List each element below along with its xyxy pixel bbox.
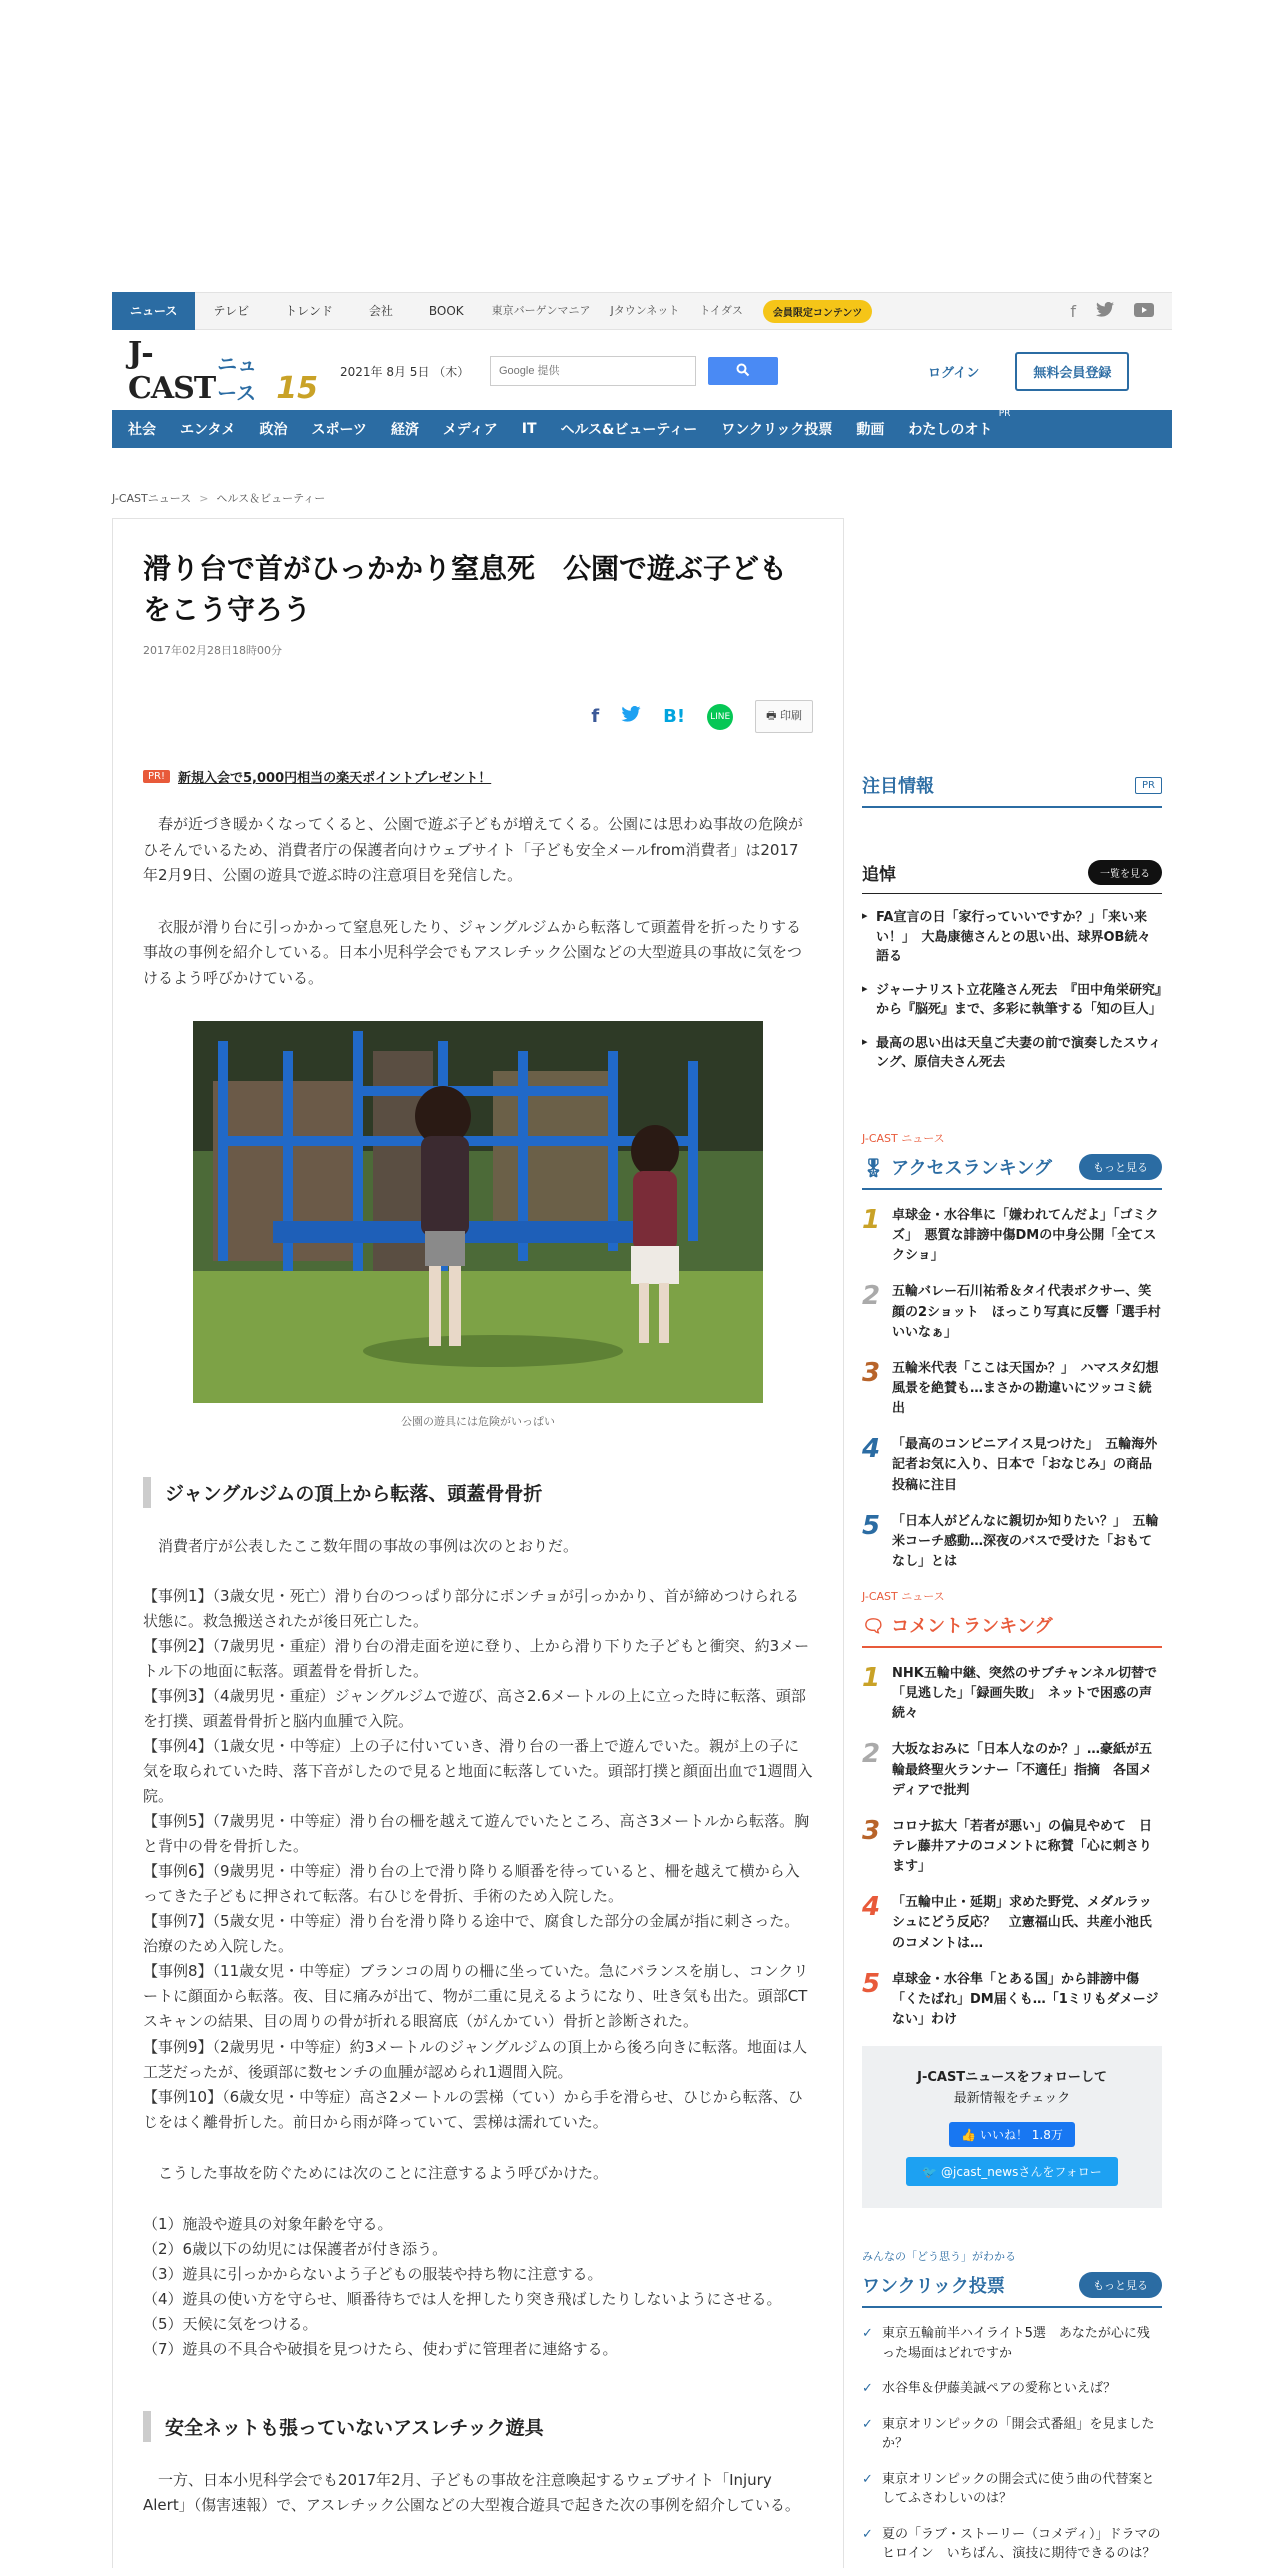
- access-more-button[interactable]: もっと見る: [1079, 1154, 1162, 1180]
- logo-15-years: 15: [276, 371, 318, 406]
- nav-economy[interactable]: 経済: [390, 422, 419, 438]
- ranking-item[interactable]: 2 五輪バレー石川祐希＆タイ代表ボクサー、笑顔の2ショット ほっこり写真に反響「選手村いいなぁ」: [862, 1281, 1161, 1340]
- nav-media[interactable]: メディア: [442, 422, 498, 438]
- vote-item[interactable]: ✓ 東京オリンピックの「開会式番組」を見ましたか？: [862, 2415, 1162, 2454]
- article-photo: [193, 1021, 763, 1403]
- youtube-icon[interactable]: [1134, 302, 1154, 321]
- sidebar-one-click-vote: [862, 2248, 1162, 2564]
- promo-link[interactable]: [143, 767, 813, 786]
- facebook-share-icon[interactable]: f: [591, 706, 600, 728]
- article-subheading-1: ジャングルジムの頂上から転落、頭蓋骨骨折: [143, 1477, 813, 1508]
- ranking-item[interactable]: 1 卓球金・水谷隼に「嫌われてんだよ」「ゴミクズ」 悪質な誹謗中傷DMの中身公開「全てスクショ」: [862, 1205, 1159, 1264]
- sidebar-follow-box: [862, 2046, 1162, 2208]
- line-share-icon[interactable]: LINE: [707, 704, 733, 730]
- topnav-news[interactable]: ニュース: [112, 292, 195, 330]
- case-item: 【事例10】（6歳女児・中等症）高さ2メートルの雲梯（てい）から手を滑らせ、ひじから転落、ひじをはく離骨折した。前日から雨が降っていて、雲梯は濡れていた。: [143, 2087, 803, 2131]
- case-item: 【事例2】（7歳男児・重症）滑り台の滑走面を逆に登り、上から滑り下りた子どもと衝突、約3メートル下の地面に転落。頭蓋骨を骨折した。: [143, 1636, 810, 1680]
- ranking-item[interactable]: 5 「日本人がどんなに親切か知りたい？」 五輪米コーチ感動…深夜のバスで受けた「おもてなし」とは: [862, 1510, 1159, 1569]
- tip-item: （1）施設や遊具の対象年齢を守る。: [143, 2215, 393, 2234]
- sidebar-comment-ranking: [862, 1588, 1162, 2030]
- topnav-toidas[interactable]: トイダス: [699, 304, 743, 317]
- follow-text-1: J-CASTニュースをフォローして: [917, 2070, 1107, 2085]
- ranking-item[interactable]: 2 大坂なおみに「日本人なのか？」…豪紙が五輪最終聖火ランナー「不適任」指摘 各国メディアで批判: [862, 1739, 1153, 1798]
- case-item: 【事例3】（4歳男児・重症）ジャングルジムで遊び、高さ2.6メートルの上に立った時に転落、頭部を打撲、頭蓋骨骨折と脳内血腫で入院。: [143, 1686, 806, 1730]
- tip-item: （2）6歳以下の幼児には保護者が付き添う。: [143, 2240, 448, 2259]
- tip-item: （3）遊具に引っかからないよう子どもの服装や持ち物に注意する。: [143, 2265, 603, 2284]
- article-subheading-2: 安全ネットも張っていないアスレチック遊具: [143, 2411, 813, 2442]
- article-title: 滑り台で首がひっかかり窒息死 公園で遊ぶ子どもをこう守ろう: [143, 552, 788, 626]
- tip-item: （4）遊具の使い方を守らせ、順番待ちでは人を押したり突き飛ばしたりしないようにさせる。: [143, 2290, 782, 2309]
- nav-entertainment[interactable]: エンタメ: [180, 422, 236, 438]
- nav-politics[interactable]: 政治: [259, 422, 288, 438]
- site-logo[interactable]: [128, 336, 318, 406]
- ranking-item[interactable]: 3 コロナ拡大「若者が悪い」の偏見やめて 日テレ藤井アナのコメントに称賛「心に刺さります」: [862, 1815, 1153, 1875]
- obituary-title: 追悼: [862, 865, 896, 885]
- vote-item[interactable]: ✓ 水谷隼＆伊藤美誠ペアの愛称といえば？: [862, 2379, 1162, 2399]
- breadcrumb-category[interactable]: ヘルス＆ビューティー: [216, 492, 326, 505]
- twitter-share-icon[interactable]: [621, 706, 641, 727]
- topnav-jtown[interactable]: Jタウンネット: [610, 304, 680, 317]
- search-input[interactable]: [490, 356, 696, 386]
- hatena-bookmark-icon[interactable]: B!: [663, 706, 686, 728]
- nav-pr-label: PR: [998, 409, 1011, 419]
- vote-kicker: みんなの「どう思う」がわかる: [862, 2250, 1016, 2263]
- sidebar-access-ranking: [862, 1130, 1162, 1572]
- notice-pr-badge: PR: [1135, 777, 1162, 794]
- share-bar: [143, 700, 813, 733]
- promo-badge: PR!: [143, 770, 170, 783]
- article-paragraph-1: 春が近づき暖かくなってくると、公園で遊ぶ子どもが増えてくる。公園には思わぬ事故の危険がひそんでいるため、消費者庁の保護者向けウェブサイト「子ども安全メールfrom消費者」は2017年2月9日、公園の遊具で遊ぶ時の注意項目を発信した。: [143, 815, 804, 885]
- case-list: [143, 1584, 813, 2135]
- vote-item[interactable]: ✓ 東京五輪前半ハイライト5選 あなたが心に残った場面はどれですか: [862, 2324, 1162, 2363]
- topnav-bargain[interactable]: 東京バーゲンマニア: [491, 304, 591, 317]
- ranking-item[interactable]: 4 「最高のコンビニアイス見つけた」 五輪海外記者お気に入り、日本で「おなじみ」の商品投稿に注目: [862, 1434, 1158, 1493]
- article-container: [112, 518, 844, 2568]
- nav-it[interactable]: IT: [521, 421, 537, 437]
- comment-ranking-title: 🗨 コメントランキング: [862, 1616, 1053, 1637]
- search-icon: [736, 363, 750, 377]
- case-item: 【事例4】（1歳女児・中等症）上の子に付いていき、滑り台の一番上で遊んでいた。親が上の子に気を取られていた時、落下音がしたので見ると地面に転落していた。頭部打撲と顔面出血で1週間入院。: [143, 1736, 813, 1806]
- topnav-trend[interactable]: トレンド: [285, 304, 333, 318]
- twitter-icon: 🐦: [922, 2164, 938, 2179]
- sidebar-obituaries: [862, 860, 1162, 1073]
- photo-caption: 公園の遊具には危険がいっぱい: [401, 1415, 555, 1429]
- topnav-company[interactable]: 会社: [368, 304, 393, 318]
- tip-item: （5）天候に気をつける。: [143, 2315, 318, 2334]
- tip-item: （7）遊具の不具合や破損を見つけたら、使わずに管理者に連絡する。: [143, 2340, 618, 2359]
- notice-title: 注目情報: [862, 776, 934, 797]
- access-kicker: J-CAST ニュース: [862, 1132, 945, 1145]
- nav-watashi-no-oto[interactable]: わたしのオト PR: [908, 409, 1011, 438]
- case-item: 【事例7】（5歳女児・中等症）滑り台を滑り降りる途中で、腐食した部分の金属が指に刺さった。治療のため入院した。: [143, 1912, 800, 1956]
- case-item: 【事例8】（11歳女児・中等症）ブランコの周りの柵に坐っていた。急にバランスを崩し、コンクリートに顔面から転落。夜、目に痛みが出て、物が二重に見えるようになり、吐き気も出た。頭部CTスキャンの結果、目の周りの骨が折れる眼窩底（がんかてい）骨折と診断された。: [143, 1962, 809, 2031]
- ranking-item[interactable]: 1 NHK五輪中継、突然のサブチャンネル切替で「見逃した」「録画失敗」 ネットで困惑の声続々: [862, 1663, 1158, 1722]
- topnav-book[interactable]: BOOK: [428, 304, 464, 318]
- case-item: 【事例6】（9歳男児・中等症）滑り台の上で滑り降りる順番を待っていると、柵を越えて横から入ってきた子どもに押されて転落。右ひじを骨折、手術のため入院した。: [143, 1862, 800, 1906]
- access-ranking-title: 🎖 アクセスランキング: [862, 1158, 1053, 1179]
- logo-news: ニュース: [217, 352, 258, 405]
- nav-video[interactable]: 動画: [856, 422, 885, 438]
- breadcrumb: J-CASTニュース > ヘルス＆ビューティー: [112, 492, 326, 505]
- facebook-like-button[interactable]: 👍 いいね！ 1.8万: [949, 2122, 1075, 2147]
- breadcrumb-home[interactable]: J-CASTニュース: [112, 492, 192, 505]
- nav-one-click-vote[interactable]: ワンクリック投票: [721, 422, 833, 438]
- vote-item[interactable]: ✓ 夏の「ラブ・ストーリー（コメディ）」ドラマのヒロイン いちばん、演技に期待できるのは？: [862, 2525, 1162, 2564]
- article-paragraph-5: 一方、日本小児科学会でも2017年2月、子どもの事故を注意喚起するウェブサイト「Injury Alert」（傷害速報）で、アスレチック公園などの大型複合遊具で起きた次の事例を紹介している。: [143, 2470, 800, 2514]
- speech-bubble-icon: 🗨: [862, 1616, 885, 1637]
- search-box: [490, 356, 778, 386]
- case-item: 【事例1】（3歳女児・死亡）滑り台のつっぱり部分にポンチョが引っかかり、首が締めつけられる状態に。救急搬送されたが後日死亡した。: [143, 1586, 799, 1630]
- obituary-item[interactable]: ▸ FA宣言の日「家行っていいですか？」「来い来い！」 大島康徳さんとの思い出、球界OB続々語る: [862, 908, 1162, 967]
- case-item: 【事例5】（7歳男児・中等症）滑り台の柵を越えて遊んでいたところ、高さ3メートルから転落。胸と背中の骨を骨折した。: [143, 1812, 810, 1856]
- logo-jcast: J-CAST: [128, 336, 216, 406]
- twitter-icon[interactable]: [1096, 302, 1114, 321]
- current-date: 2021年 8月 5日 （木）: [340, 364, 470, 379]
- social-links: [1070, 302, 1172, 321]
- comment-kicker: J-CAST ニュース: [862, 1590, 945, 1603]
- promo-text[interactable]: 新規入会で5,000円相当の楽天ポイントプレゼント！: [178, 771, 492, 787]
- nav-sports[interactable]: スポーツ: [311, 422, 367, 438]
- article-paragraph-3: 消費者庁が公表したここ数年間の事故の事例は次のとおりだ。: [143, 1537, 579, 1556]
- topnav-tv[interactable]: テレビ: [213, 304, 250, 318]
- article-paragraph-4: こうした事故を防ぐためには次のことに注意するよう呼びかけた。: [143, 2163, 609, 2182]
- nav-society[interactable]: 社会: [128, 422, 156, 438]
- safety-tips-list: [143, 2212, 813, 2362]
- member-contents-badge[interactable]: 会員限定コンテンツ: [763, 300, 873, 323]
- site-header: [112, 336, 1172, 406]
- obituary-item[interactable]: ▸ ジャーナリスト立花隆さん死去 『田中角栄研究』から『脳死』まで、多彩に執筆する「知の巨人」: [862, 981, 1162, 1020]
- article-date: 2017年02月28日18時00分: [143, 644, 282, 658]
- ranking-item[interactable]: 5 卓球金・水谷隼「とある国」から誹謗中傷 「くたばれ」DM届くも…「1ミリもダメージない」わけ: [862, 1968, 1159, 2027]
- vote-title: ワンクリック投票: [862, 2276, 1005, 2297]
- top-utility-nav: [112, 292, 1172, 330]
- main-category-nav: [112, 410, 1172, 448]
- search-button[interactable]: [708, 357, 778, 385]
- vote-item[interactable]: ✓ 東京オリンピックの開会式に使う曲の代替案としてふさわしいのは？: [862, 2470, 1162, 2509]
- vote-more-button[interactable]: もっと見る: [1079, 2272, 1162, 2298]
- article-paragraph-2: 衣服が滑り台に引っかかって窒息死したり、ジャングルジムから転落して頭蓋骨を折ったりする事故の事例を紹介している。日本小児科学会でもアスレチック公園などの大型遊具の事故に気をつけるよう呼びかけている。: [143, 917, 802, 987]
- case-item: 【事例9】（2歳男児・中等症）約3メートルのジャングルジムの頂上から後ろ向きに転落。地面は人工芝だったが、後頭部に数センチの血腫が認められ1週間入院。: [143, 2037, 808, 2081]
- login-link[interactable]: ログイン: [928, 365, 980, 381]
- nav-health-beauty[interactable]: ヘルス&ビューティー: [560, 422, 698, 438]
- sidebar-notice: [862, 772, 1162, 808]
- ribbon-icon: 🎖: [862, 1158, 885, 1179]
- ranking-item[interactable]: 3 五輪米代表「ここは天国か？」 ハマスタ幻想風景を絶賛も…まさかの勘違いにツッコミ続出: [862, 1357, 1159, 1417]
- follow-text-2: 最新情報をチェック: [953, 2090, 1071, 2106]
- obituary-item[interactable]: ▸ 最高の思い出は天皇ご夫妻の前で演奏したスウィング、原信夫さん死去: [862, 1034, 1162, 1073]
- ranking-item[interactable]: 4 「五輪中止・延期」求めた野党、メダルラッシュにどう反応？ 立憲福山氏、共産小池氏のコメントは…: [862, 1892, 1152, 1951]
- printer-icon: 🖶: [766, 709, 777, 723]
- facebook-icon[interactable]: f: [1070, 301, 1076, 321]
- obituary-more-button[interactable]: 一覧を見る: [1088, 860, 1162, 885]
- register-button[interactable]: 無料会員登録: [1015, 352, 1129, 391]
- twitter-follow-button[interactable]: 🐦 @jcast_newsさんをフォロー: [906, 2157, 1117, 2186]
- thumbs-up-icon: 👍: [961, 2127, 977, 2142]
- print-button[interactable]: 🖶 印刷: [755, 700, 813, 733]
